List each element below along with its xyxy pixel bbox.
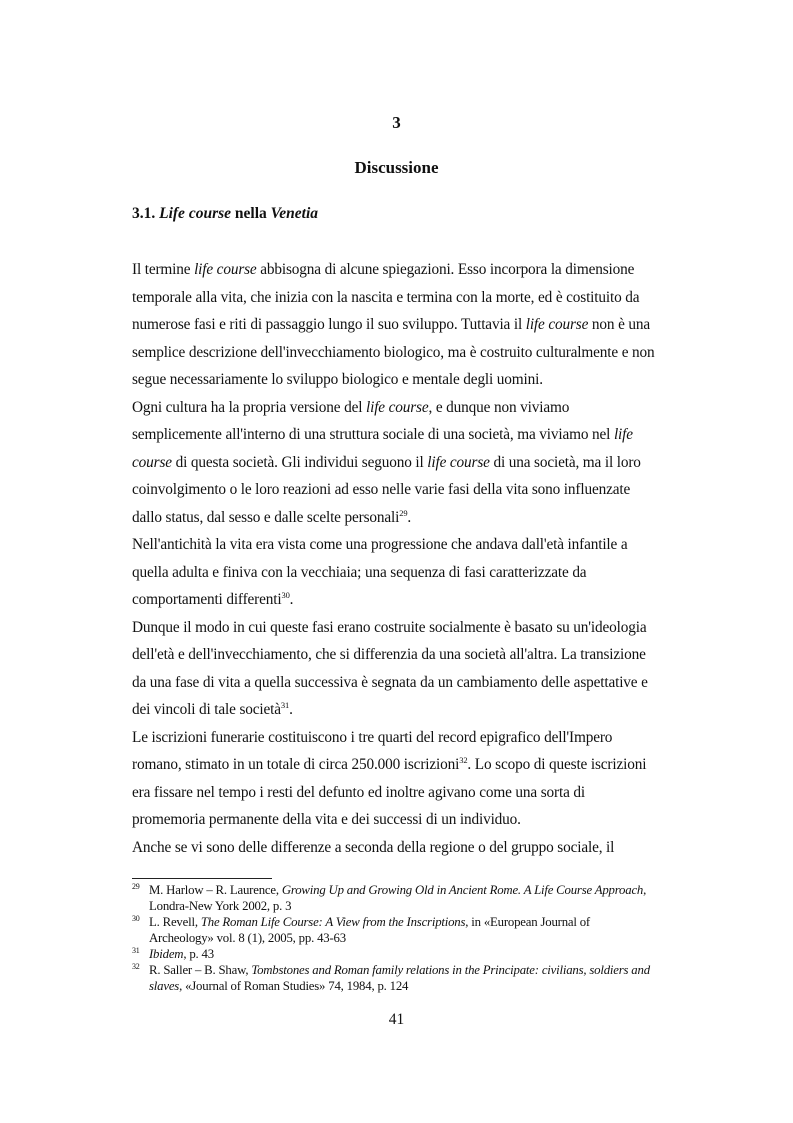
chapter-title: Discussione bbox=[354, 158, 439, 177]
body-line: quella adulta e finiva con la vecchiaia; una sequenza di fasi caratterizzate da bbox=[132, 563, 587, 581]
body-line: Il termine life course abbisogna di alcune spiegazioni. Esso incorpora la dimensione bbox=[132, 261, 635, 278]
chapter-number: 3 bbox=[392, 113, 401, 132]
body-line: segue necessariamente lo sviluppo biologico e mentale degli uomini. bbox=[132, 371, 543, 388]
body-line: numerose fasi e riti di passaggio lungo il suo sviluppo. Tuttavia il life course non è una bbox=[132, 316, 651, 333]
body-line: romano, stimato in un totale di circa 250.000 iscrizioni$^{32}$. Lo scopo di queste iscrizioni bbox=[132, 755, 647, 773]
footnote-divider bbox=[132, 878, 272, 879]
body-line: course di questa società. Gli individui seguono il life course di una società, ma il loro bbox=[132, 453, 641, 471]
section-heading: 3.1. Life course nella Venetia bbox=[132, 205, 319, 222]
body-line: era fissare nel tempo i resti del defunto ed inoltre agivano come una sorta di bbox=[132, 783, 585, 801]
footnote-ref[interactable]: 31 bbox=[280, 700, 290, 710]
body-line: promemoria permanente della vita e dei successi di un individuo. bbox=[132, 811, 521, 828]
body-line: Anche se vi sono delle differenze a seconda della regione o del gruppo sociale, il bbox=[132, 838, 615, 856]
body-line: coinvolgimento o le loro reazioni ad esso nelle varie fasi della vita sono influenzate bbox=[132, 481, 631, 498]
footnote-ref[interactable]: 29 bbox=[399, 507, 408, 518]
footnote-31: 31 Ibidem, p. 43 bbox=[132, 946, 697, 962]
section-number: 3.1. bbox=[132, 205, 156, 222]
body-line: semplice descrizione dell'invecchiamento biologico, ma è costruito culturalmente e non bbox=[132, 343, 655, 361]
footnote-30: 30 L. Revell, The Roman Life Course: A View from the Inscriptions, in «European Journal of Archeology» vol. 8 (1), 2005, pp. 43-63 bbox=[132, 914, 697, 946]
body-line: temporale alla vita, che inizia con la nascita e termina con la morte, ed è costituito da bbox=[132, 288, 640, 306]
body-line: dei vincoli di tale società$^{31}$. bbox=[132, 700, 293, 718]
footnote-number: 30 bbox=[132, 914, 140, 923]
body-line: Dunque il modo in cui queste fasi erano costruite socialmente è basato su un'ideologia bbox=[132, 618, 647, 636]
footnote-29: 29 M. Harlow – R. Laurence, Growing Up and Growing Old in Ancient Rome. A Life Course Approach, Londra-New York 2002, p. 3 bbox=[132, 882, 697, 914]
body-line: semplicemente all'interno di una struttura sociale di una società, ma viviamo nel life bbox=[132, 426, 633, 443]
body-line: dell'età e dell'invecchiamento, che si differenzia da una società all'altra. La transizione bbox=[132, 646, 646, 663]
page-number: 41 bbox=[388, 1011, 405, 1028]
footnote-32: 32 R. Saller – B. Shaw, Tombstones and Roman family relations in the Principate: civilians, soldiers and slaves, «Journal of Roman Studies» 74, 1984, p. 124 bbox=[132, 962, 697, 994]
body-line: Le iscrizioni funerarie costituiscono i tre quarti del record epigrafico dell'Impero bbox=[132, 728, 613, 746]
body-line: Ogni cultura ha la propria versione del life course, e dunque non viviamo bbox=[132, 398, 570, 416]
footnotes bbox=[132, 882, 697, 994]
footnote-ref[interactable]: 32 bbox=[459, 755, 468, 765]
footnote-number: 32 bbox=[132, 962, 140, 971]
footnote-number: 31 bbox=[132, 946, 140, 955]
body-line: da una fase di vita a quella successiva è segnata da un cambiamento delle aspettative e bbox=[132, 673, 648, 691]
body-line: Nell'antichità la vita era vista come una progressione che andava dall'età infantile a bbox=[132, 536, 628, 553]
footnote-ref[interactable]: 30 bbox=[281, 590, 290, 600]
body-text bbox=[132, 256, 697, 861]
body-line: dallo status, dal sesso e dalle scelte personali$^{29}$. bbox=[132, 507, 412, 526]
body-line: comportamenti differenti$^{30}$. bbox=[132, 590, 294, 608]
footnote-number: 29 bbox=[132, 882, 140, 891]
